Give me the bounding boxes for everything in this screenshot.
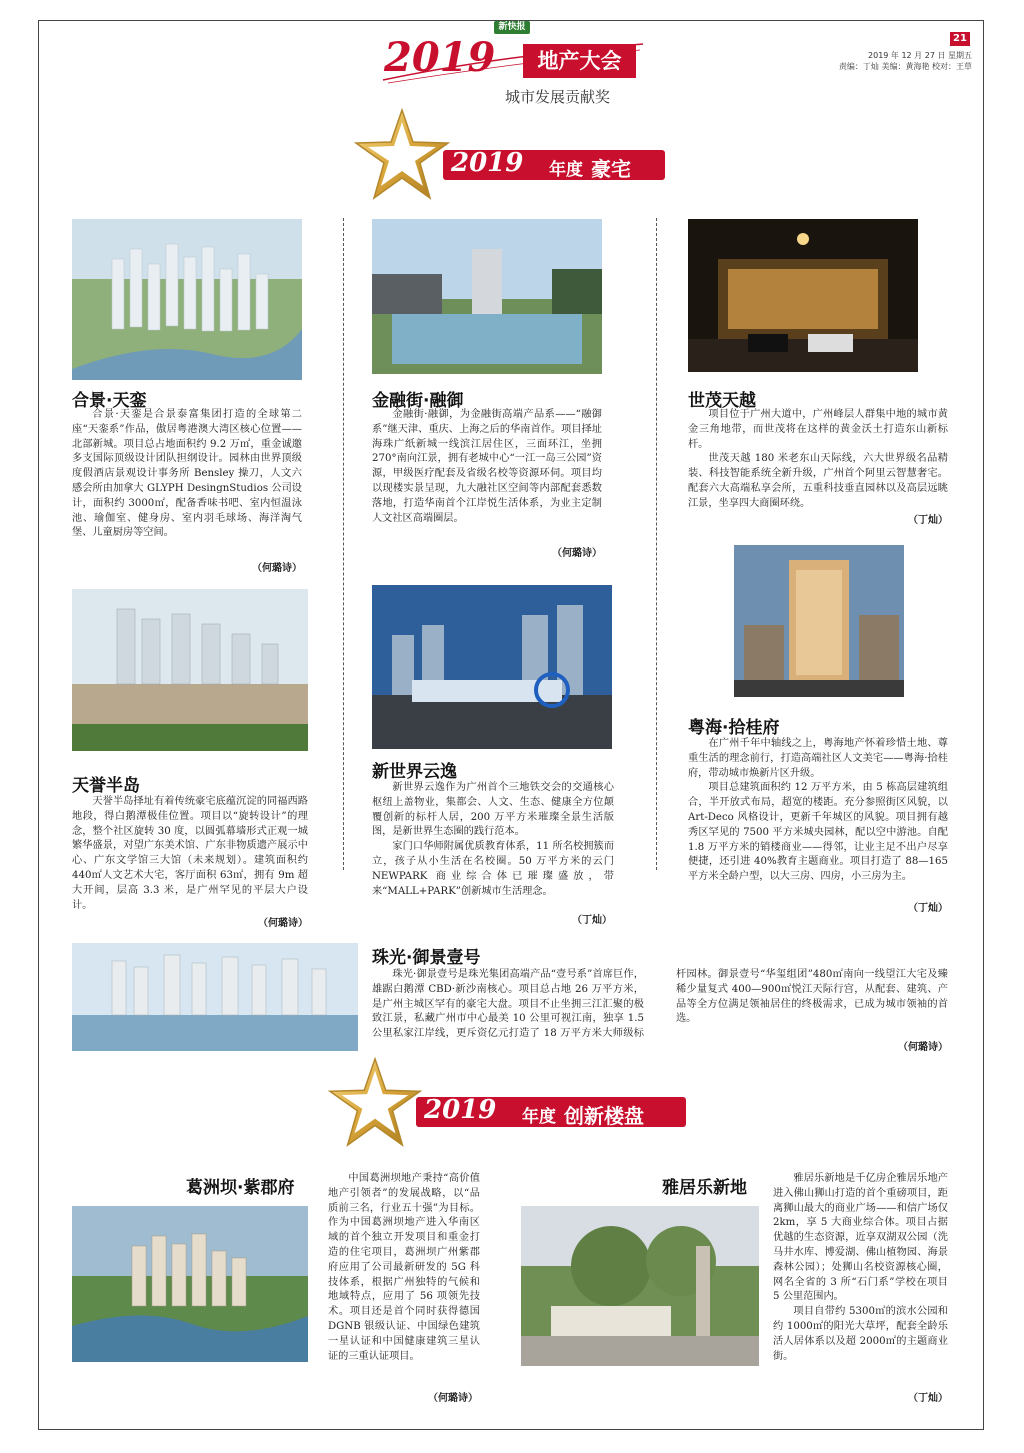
header-year: 2019 bbox=[384, 34, 496, 81]
article-body bbox=[773, 1172, 948, 1364]
column-divider bbox=[656, 218, 657, 870]
article-author: （何璐诗） bbox=[552, 548, 602, 559]
article-author: （何璐诗） bbox=[428, 1393, 478, 1404]
section-year: 2019 bbox=[424, 1095, 497, 1125]
article-title: 世茂天越 bbox=[688, 391, 756, 411]
issue-date: 2019 年 12 月 27 日 星期五 bbox=[868, 51, 972, 60]
section-banner-innovative bbox=[416, 1097, 686, 1127]
article-paragraph: 珠光·御景壹号是珠光集团高端产品“壹号系”首席巨作，雄踞白鹅潭 CBD·新沙南核心。项目总占地 26 万平方米，是广州主城区罕有的豪宅大盘。项目不止坐拥三江汇聚的极致江景，私藏广州市中心最美 10 公里可视江南，独享 1.5 公里私家江岸线，更斥资亿元打造了 18 万平方米大师级标杆园林。御景壹号“华玺组团”480㎡南向一线望江大宅及臻稀少量复式 400—900㎡悦江天际行宫，从配套、建筑、产品等全方位满足领袖居住的终极需求，已成为城市领袖的首选。 bbox=[372, 969, 948, 1040]
photo-tianyu-riverside bbox=[72, 589, 308, 751]
article-author: （何璐诗） bbox=[258, 918, 308, 929]
article-title: 天誉半岛 bbox=[72, 776, 140, 796]
article-author: （丁灿） bbox=[908, 1393, 948, 1404]
article-body bbox=[372, 408, 602, 526]
article-paragraph: 新世界云逸作为广州首个三地铁交会的交通核心枢纽上盖物业，集都会、人文、生态、健康全方位颠覆创新的标杆人居，200 万平方米璀璨全景生活版图，是新世界生态圈的践行范本。 bbox=[372, 782, 614, 838]
section-label: 创新楼盘 bbox=[564, 1104, 644, 1128]
photo-hejing-aerial bbox=[72, 219, 302, 380]
section-label: 豪宅 bbox=[591, 157, 631, 181]
newspaper-logo bbox=[494, 21, 530, 34]
article-paragraph: 在广州千年中轴线之上，粤海地产怀着珍惜土地、尊重生活的理念前行，打造高端社区人文美宅——粤海·拾桂府，带动城市焕新片区升级。 bbox=[688, 738, 948, 779]
header-subtitle: 城市发展贡献奖 bbox=[505, 88, 611, 106]
photo-xinshijie-complex bbox=[372, 585, 612, 749]
article-title: 新世界云逸 bbox=[372, 762, 457, 782]
article-body bbox=[328, 1172, 480, 1364]
article-title: 雅居乐新地 bbox=[662, 1178, 747, 1198]
article-paragraph: 天誉半岛择址有着传统豪宅底蕴沉淀的同福西路地段，得白鹅潭极佳位置。项目以“旋转设计”的理念，整个社区旋转 30 度，以圆弧幕墙形式正观一城繁华盛景，对望广东美术馆、广东非物质遗产展示中心、广东文学馆三大馆（未来规划）。建筑面积约 440㎡人文艺术大宅，客厅面积 63㎡，拥有 9m 超大开间，层高 3.3 米，是广州罕见的平层大户设计。 bbox=[72, 796, 308, 911]
article-title: 合景·天銮 bbox=[72, 391, 147, 411]
article-body bbox=[372, 781, 614, 899]
article-author: （丁灿） bbox=[908, 903, 948, 914]
header-event: 地产大会 bbox=[537, 49, 622, 73]
editor-credits: 责编：丁灿 美编：黄海艳 校对：王草 bbox=[838, 62, 972, 71]
photo-gezhouba-aerial bbox=[72, 1206, 308, 1362]
header-event-box bbox=[523, 44, 636, 78]
article-author: （丁灿） bbox=[908, 515, 948, 526]
article-body bbox=[688, 408, 948, 512]
column-divider bbox=[343, 218, 344, 870]
article-author: （何璐诗） bbox=[898, 1042, 948, 1053]
section-label: 年度 bbox=[522, 1107, 556, 1127]
gold-star-icon bbox=[352, 106, 452, 204]
photo-shimao-night bbox=[688, 219, 918, 372]
photo-zhuguang-skyline bbox=[72, 943, 358, 1051]
photo-yajule-entrance bbox=[521, 1206, 759, 1366]
article-paragraph: 项目总建筑面积约 12 万平方米，由 5 栋高层建筑组合，半开放式布局，超宽的楼距。充分参照街区风貌，以 Art-Deco 风格设计，更新千年城区的风貌。项目拥有越秀区罕见的 7500 平方米城央园林，配以空中游池。自配 1.8 万平方米的销楼商业——得邻，让业主足不出户尽享便捷，还引进 40%教育主题商业。项目打造了 88—165 平方米全龄户型，以大三房、四房，小三房为主。 bbox=[688, 782, 948, 883]
article-paragraph: 合景·天銮是合景泰富集团打造的全球第二座“天銮系”作品，傲居粤港澳大湾区核心位置——北部新城。项目总占地面积约 9.2 万㎡，重金诚邀多支国际顶级设计团队担纲设计。园林由世界顶级度假酒店景观设计事务所 Bensley 操刀，人文六感会所由加拿大 GLYPH DesingnStudios 公司设计，面积约 3000㎡，配备香味书吧、室内恒温泳池、瑜伽室、健身房、室内羽毛球场、海洋淘气堡、儿童厨房等空间。 bbox=[72, 409, 302, 539]
article-author: （丁灿） bbox=[572, 915, 612, 926]
photo-yuehai-tower bbox=[734, 545, 904, 697]
article-paragraph: 雅居乐新地是千亿房企雅居乐地产进入佛山狮山打造的首个重磅项目，距离狮山最大的商业广场——和信广场仅 2km，享 5 大商业综合体。项目占据优越的生态资源，近享双湖双公园（洗马井水库、博爱湖、佛山植物园、海景森林公园）；处狮山名校资源核心圈，网名全省的 3 所“石门系”学校在项目 5 公里范围内。 bbox=[773, 1173, 948, 1303]
logo-text: 新快报 bbox=[498, 22, 526, 32]
gold-star-icon bbox=[326, 1055, 424, 1151]
article-body bbox=[72, 408, 302, 541]
photo-jinrongjie-pool bbox=[372, 219, 602, 374]
article-body bbox=[72, 795, 308, 913]
article-author: （何璐诗） bbox=[252, 563, 302, 574]
article-paragraph: 项目自带约 5300㎡的滨水公园和约 1000㎡的阳光大草坪，配套全龄乐活人居体系以及超 2000㎡的主题商业街。 bbox=[773, 1306, 948, 1362]
section-label: 年度 bbox=[549, 160, 583, 180]
article-paragraph: 金融街·融御，为金融街高端产品系——“融御系”继天津、重庆、上海之后的华南首作。项目择址海珠广纸新城一线滨江居住区，三面环江，坐拥 270°南向江景，拥有老城中心“一江一岛三公园”资源，甲级医疗配套及省级名校等资源环伺。项目均以现楼实景呈现，九大融社区空间等内部配套悉数落地，打造华南首个江岸悦生活体系，为业主定制人文社区高端圈层。 bbox=[372, 409, 602, 524]
article-body bbox=[688, 737, 948, 885]
article-title: 珠光·御景壹号 bbox=[372, 948, 481, 968]
article-title: 葛洲坝·紫郡府 bbox=[186, 1178, 295, 1198]
article-title: 金融街·融御 bbox=[372, 391, 464, 411]
article-paragraph: 世茂天越 180 米老东山天际线，六大世界级名品精装、科技智能系统全新升级，广州首个阿里云智慧奢宅。配套六大高端私享会所，五重科技垂直园林以及高层远眺江景，坐享四大商圈环绕。 bbox=[688, 453, 948, 509]
article-paragraph: 家门口华师附属优质教育体系，11 所名校拥簇而立，孩子从小生活在名校圈。50 万平方米的云门 NEWPARK 商业综合体已璀璨盛放，带来“MALL+PARK”创新城市生活理念。 bbox=[372, 841, 614, 897]
article-title: 粤海·拾桂府 bbox=[688, 718, 780, 738]
page-number: 21 bbox=[950, 32, 970, 46]
article-paragraph: 项目位于广州大道中，广州峰层人群集中地的城市黄金三角地带，而世茂将在这样的黄金沃土打造东山新标杆。 bbox=[688, 409, 948, 450]
article-body bbox=[372, 968, 948, 1058]
article-paragraph: 中国葛洲坝地产秉持“高价值地产引领者”的发展战略，以“品质前三名，行业五十强”为目标。作为中国葛洲坝地产进入华南区域的首个独立开发项目和重金打造的住宅项目，葛洲坝广州紫郡府应用了公司最新研发的 5G 科技体系，根据广州独特的气候和地域特点，应用了 56 项领先技术。项目还是首个同时获得德国 DGNB 银级认证、中国绿色建筑一星认证和中国健康建筑三星认证的三重认证项目。 bbox=[328, 1173, 480, 1362]
section-banner-luxury bbox=[443, 150, 665, 180]
section-year: 2019 bbox=[451, 148, 524, 178]
